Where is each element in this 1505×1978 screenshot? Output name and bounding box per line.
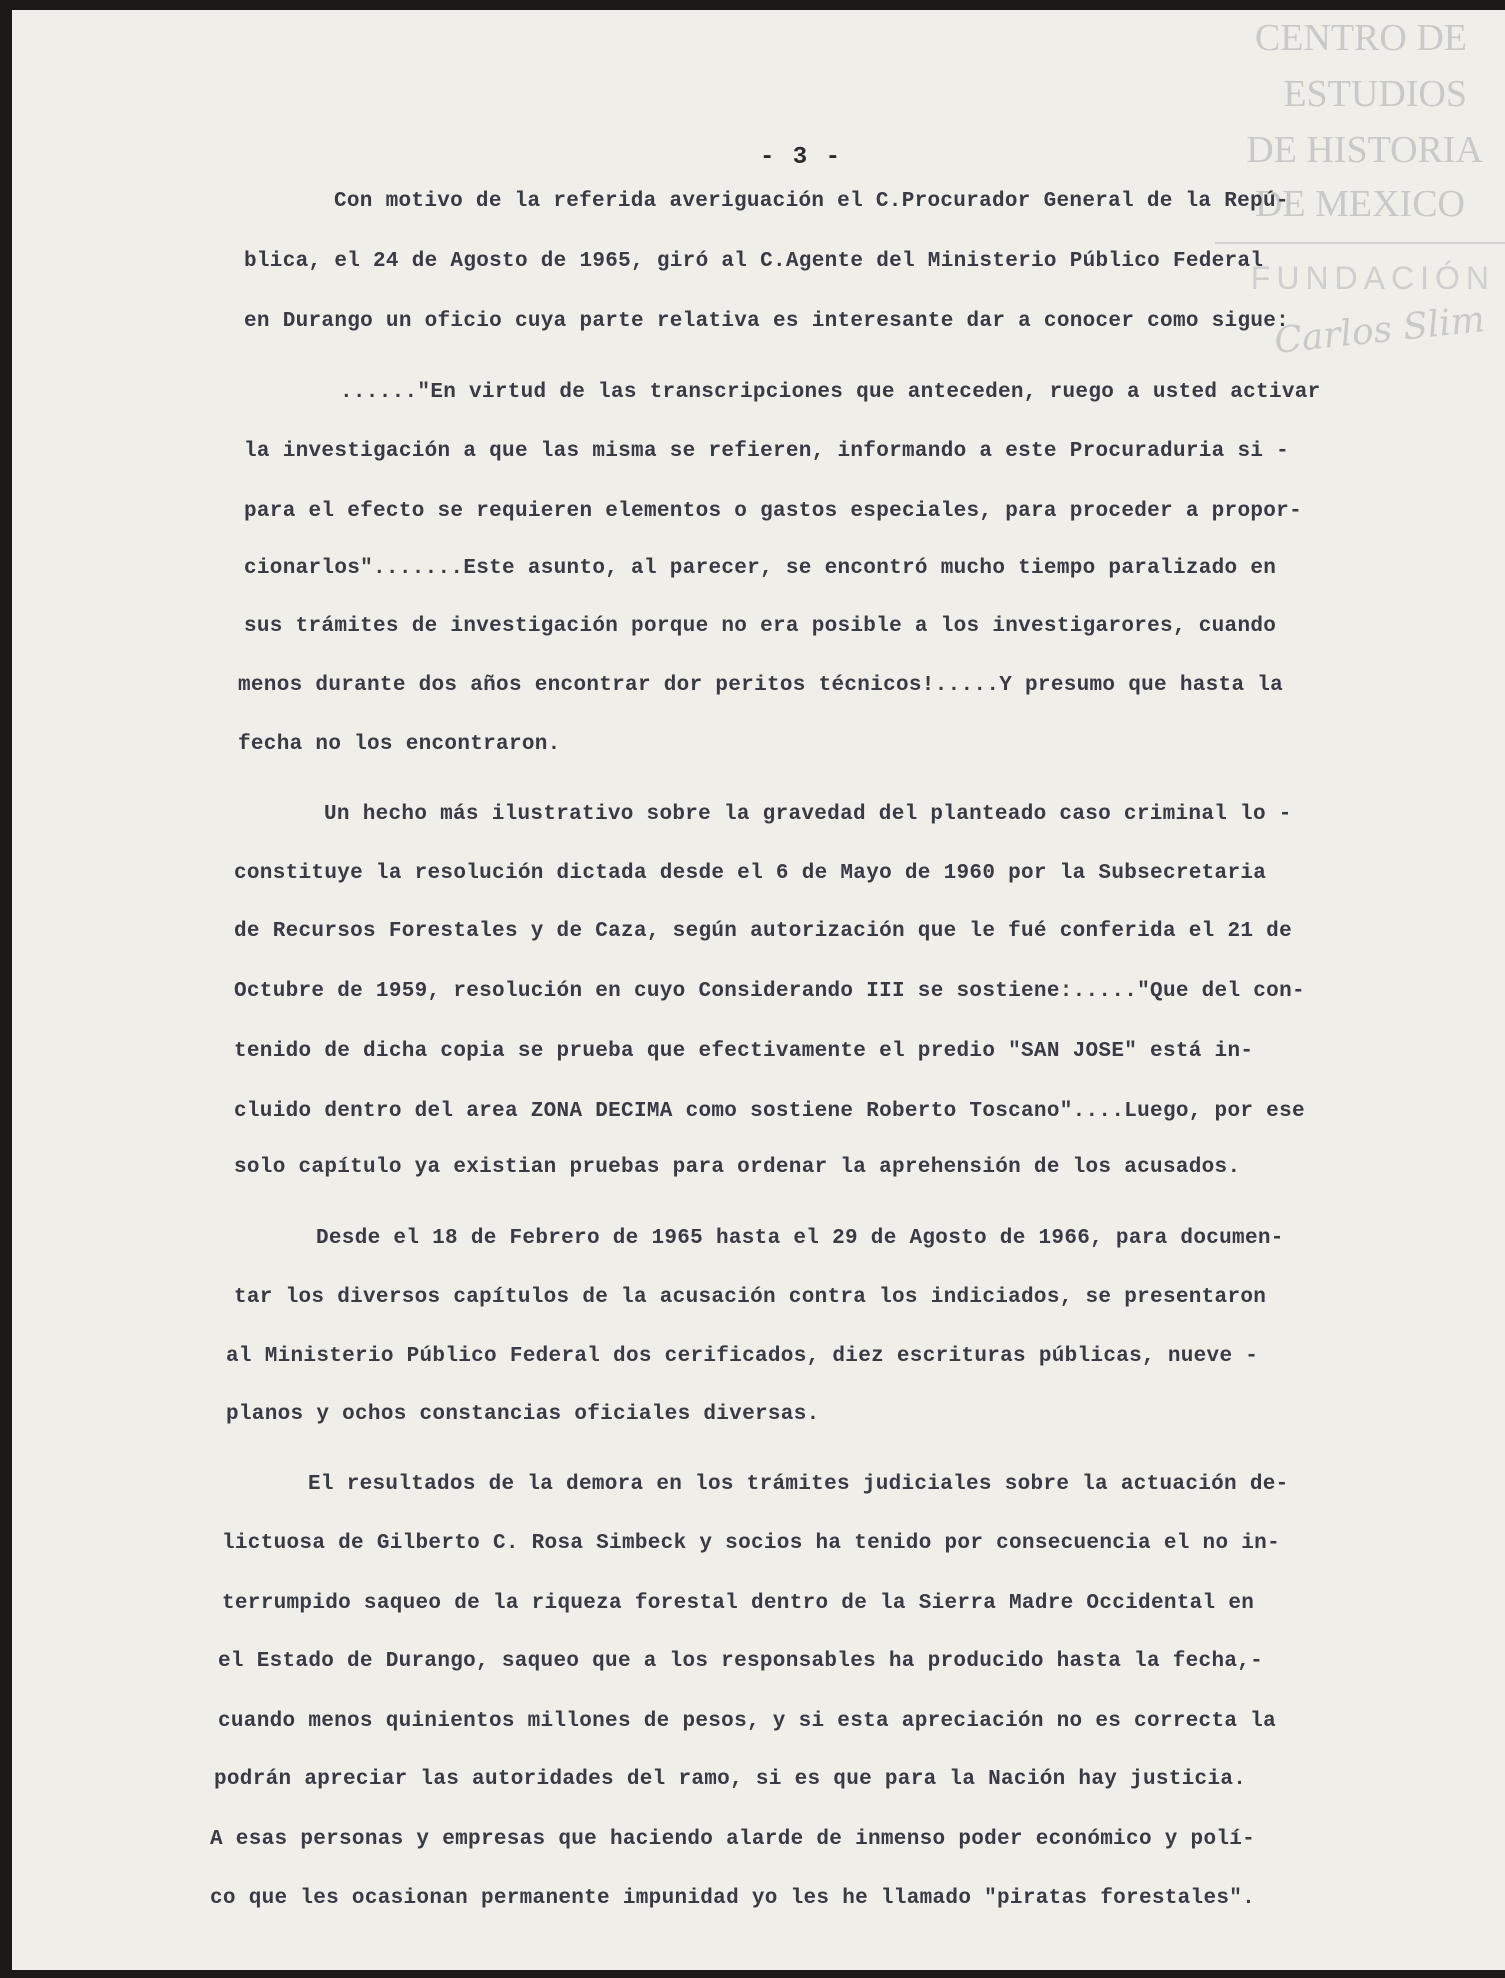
text-line: terrumpido saqueo de la riqueza forestal dentro de la Sierra Madre Occidental en [222,1592,1255,1615]
text-line: blica, el 24 de Agosto de 1965, giró al C.Agente del Ministerio Público Federal [244,250,1264,273]
text-line: cuando menos quinientos millones de pesos, y si esta apreciación no es correcta la [218,1710,1276,1733]
text-line: fecha no los encontraron. [238,733,561,756]
text-line: Con motivo de la referida averiguación el C.Procurador General de la Repú- [334,190,1289,213]
scan-border [0,1970,1505,1978]
text-line: Un hecho más ilustrativo sobre la gravedad del planteado caso criminal lo - [324,803,1292,826]
text-line: A esas personas y empresas que haciendo alarde de inmenso poder económico y polí- [210,1828,1256,1851]
text-line: solo capítulo ya existian pruebas para ordenar la aprehensión de los acusados. [234,1156,1241,1179]
text-line: Desde el 18 de Febrero de 1965 hasta el 29 de Agosto de 1966, para documen- [316,1227,1284,1250]
text-line: la investigación a que las misma se refieren, informando a este Procuraduria si - [244,440,1290,463]
watermark-line: DE HISTORIA [1246,129,1483,171]
text-line: co que les ocasionan permanente impunidad yo les he llamado "piratas forestales". [210,1887,1256,1910]
text-line: ......"En virtud de las transcripciones que anteceden, ruego a usted activar [340,381,1321,404]
page-number: - 3 - [760,144,843,171]
text-line: cluido dentro del area ZONA DECIMA como sostiene Roberto Toscano"....Luego, por ese [234,1100,1305,1123]
text-line: planos y ochos constancias oficiales diversas. [226,1403,820,1426]
text-line: el Estado de Durango, saqueo que a los responsables ha producido hasta la fecha,- [218,1650,1264,1673]
text-line: al Ministerio Público Federal dos cerificados, diez escrituras públicas, nueve - [226,1345,1259,1368]
watermark-signature: Carlos Slim [1272,299,1487,362]
text-line: tenido de dicha copia se prueba que efectivamente el predio "SAN JOSE" está in- [234,1040,1254,1063]
text-line: de Recursos Forestales y de Caza, según autorización que le fué conferida el 21 de [234,920,1292,943]
text-line: El resultados de la demora en los trámites judiciales sobre la actuación de- [308,1473,1289,1496]
text-line: para el efecto se requieren elementos o gastos especiales, para proceder a propor- [244,500,1302,523]
watermark-foundation: FUNDACIÓN [1250,260,1495,296]
text-line: Octubre de 1959, resolución en cuyo Considerando III se sostiene:....."Que del con- [234,980,1305,1003]
text-line: sus trámites de investigación porque no era posible a los investigarores, cuando [244,615,1277,638]
watermark-divider [1215,242,1505,244]
watermark-line: DE MEXICO [1254,183,1465,225]
watermark-line: CENTRO DE [1254,17,1467,59]
text-line: podrán apreciar las autoridades del ramo, si es que para la Nación hay justicia. [214,1768,1247,1791]
document-page [12,10,1505,1972]
text-line: cionarlos".......Este asunto, al parecer, se encontró mucho tiempo paralizado en [244,557,1277,580]
text-line: constituye la resolución dictada desde el 6 de Mayo de 1960 por la Subsecretaria [234,862,1267,885]
text-line: lictuosa de Gilberto C. Rosa Simbeck y socios ha tenido por consecuencia el no in- [222,1532,1280,1555]
watermark-line: ESTUDIOS [1283,73,1467,115]
text-line: menos durante dos años encontrar dor peritos técnicos!.....Y presumo que hasta la [238,674,1284,697]
text-line: tar los diversos capítulos de la acusación contra los indiciados, se presentaron [234,1286,1267,1309]
text-line: en Durango un oficio cuya parte relativa es interesante dar a conocer como sigue: [244,310,1290,333]
